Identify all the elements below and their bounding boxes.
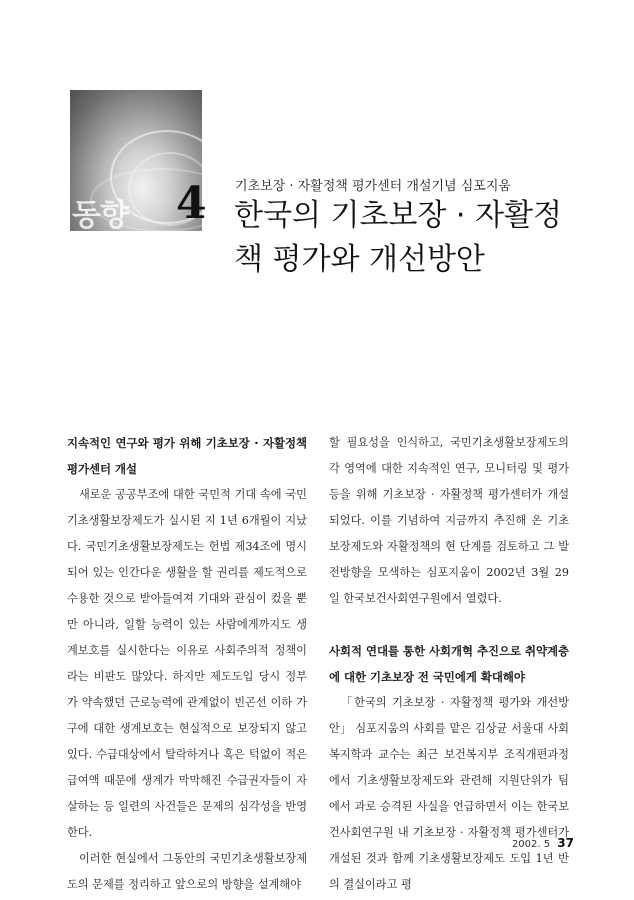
article-title: 한국의 기초보장 · 자활정책 평가와 개선방안	[234, 198, 562, 277]
section-heading: 사회적 연대를 통한 사회개혁 추진으로 취약계층에 대한 기초보장 전 국민에게 확대해야	[329, 644, 569, 684]
issue-date: 2002. 5	[511, 839, 551, 850]
section-heading: 지속적인 연구와 평가 위해 기초보장 · 자활정책평가센터 개설	[67, 436, 307, 476]
page-footer	[512, 836, 574, 850]
section-word: 동향	[72, 198, 128, 233]
article-subtitle: 기초보장 · 자활정책 평가센터 개설기념 심포지움	[235, 179, 511, 194]
section-number: 4	[176, 178, 207, 229]
page-number: 37	[557, 836, 574, 850]
body-paragraph: 새로운 공공부조에 대한 국민적 기대 속에 국민기초생활보장제도가 실시된 지 1년 6개월이 지났다. 국민기초생활보장제도는 헌법 제34조에 명시되어 있는 인간다운 생활을 할 권리를 제도적으로 수용한 것으로 받아들여져 기대와 관심이 컸을 뿐만 아니라, 일할 능력이 있는 사람에게까지도 생계보호를 실시한다는 이유로 사회주의적 정책이라는 비판도 많았다. 하지만 제도도입 당시 정부가 약속했던 근로능력에 관계없이 빈곤선 이하 가구에 대한 생계보호는 현실적으로 보장되지 않고 있다. 수급대상에서 탈락하거나 혹은 턱없이 적은 급여액 때문에 생계가 막막해진 수급권자들이 자살하는 등 일련의 사건들은 문제의 심각성을 반영한다.	[67, 488, 307, 839]
body-paragraph-continued: 할 필요성을 인식하고, 국민기초생활보장제도의 각 영역에 대한 지속적인 연구, 모니터링 및 평가 등을 위해 기초보장 · 자활정책 평가센터가 개설되었다. 이를 기념하여 지금까지 추진해 온 기초보장제도와 자활정책의 현 단계를 검토하고 그 발전방향을 모색하는 심포지움이 2002년 3월 29일 한국보건사회연구원에서 열렸다.	[329, 436, 569, 605]
left-column	[67, 430, 307, 898]
paragraph-gap	[329, 612, 569, 638]
body-paragraph: 「한국의 기초보장 · 자활정책 평가와 개선방안」 심포지움의 사회를 맡은 김상균 서울대 사회복지학과 교수는 최근 보건복지부 조직개편과정에서 기초생활보장제도와 관련해 지원단위가 팀에서 과로 승격된 사실을 언급하면서 이는 한국보건사회연구원 내 기초보장 · 자활정책 평가센터가 개설된 것과 함께 기초생활보장제도 도입 1년 반의 결실이라고 평	[329, 696, 569, 891]
right-column	[329, 430, 569, 898]
body-paragraph: 이러한 현실에서 그동안의 국민기초생활보장제도의 문제를 정리하고 앞으로의 방향을 설계해야	[67, 852, 307, 891]
